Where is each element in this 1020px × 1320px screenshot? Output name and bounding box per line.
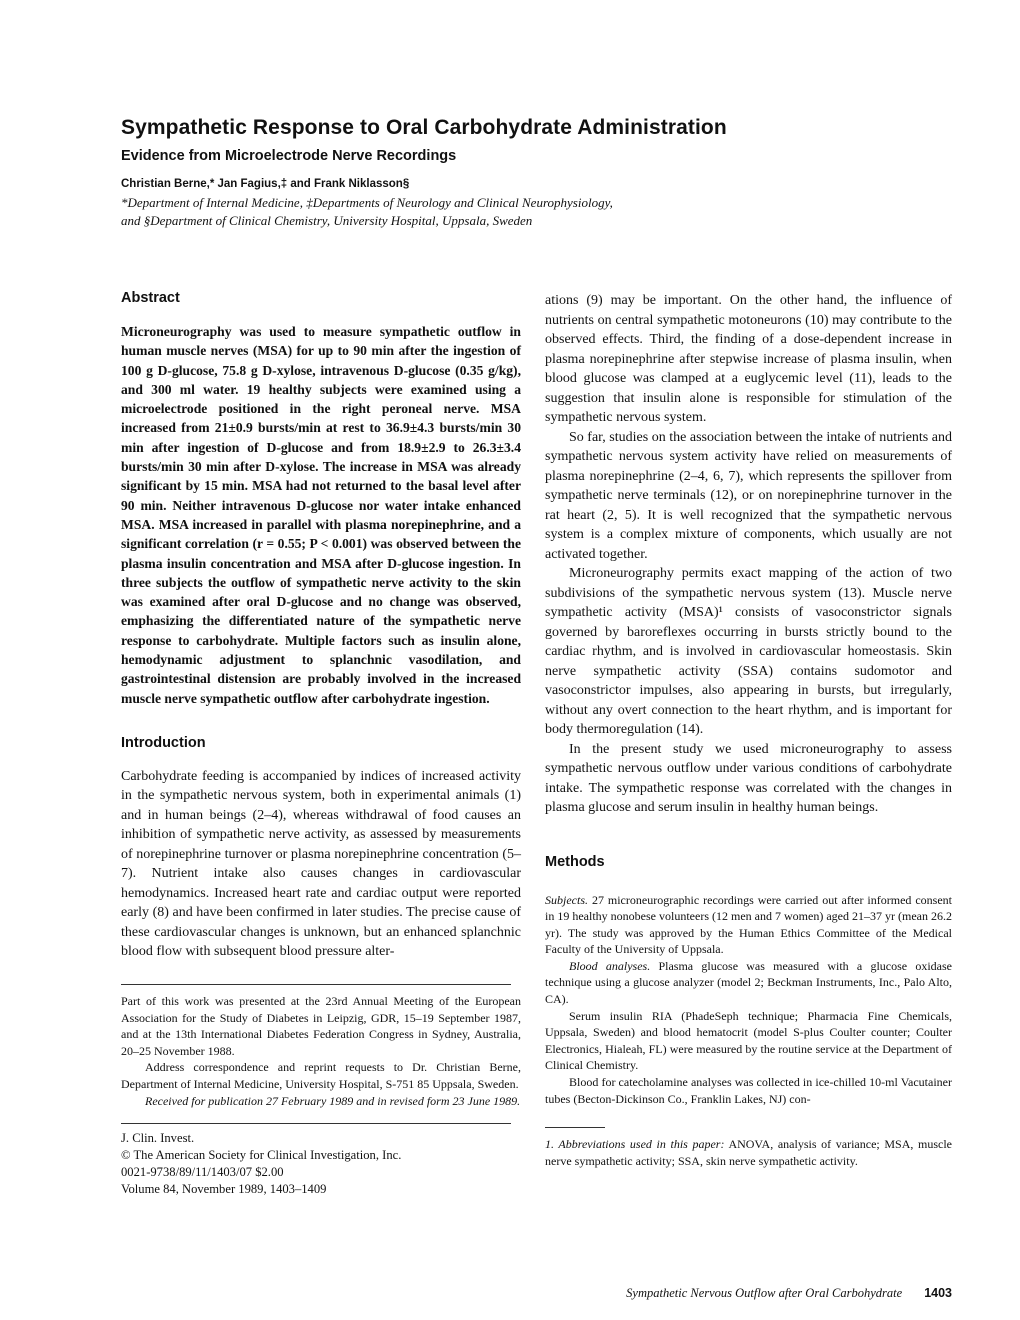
methods-heading: Methods bbox=[545, 853, 605, 870]
abstract-text: Microneurography was used to measure sympathetic outflow in human muscle nerves (MSA) for up to 90 min after the ingestion of 100 g D-glucose, 75.8 g D-xylose, intravenous D-glucose (0.35 g/kg), and 300 ml water. 19 healthy subjects were examined using a microelectrode positioned in the right peroneal nerve. MSA increased from 21±0.9 bursts/min at rest to 36.9±4.3 bursts/min 30 min after ingestion of D-glucose and from 18.9±2.9 to 26.3±3.4 bursts/min 30 min after D-xylose. The increase in MSA was already significant by 15 min. MSA had not returned to the basal level after 90 min. Neither intravenous D-glucose nor water intake enhanced MSA. MSA increased in parallel with plasma norepinephrine, and a significant correlation (r = 0.55; P < 0.001) was observed between the plasma insulin concentration and MSA after D-glucose ingestion. In three subjects the outflow of sympathetic nerve activity to the skin was examined after oral D-glucose and no change was observed, emphasizing the differentiated nature of the sympathetic nerve response to carbohydrate. Multiple factors such as insulin alone, hemodynamic adjustment to splanchnic vasodilation, and gastrointestinal distension are probably involved in the increased muscle nerve sympathetic outflow after carbohydrate ingestion. bbox=[121, 324, 521, 706]
author-list: Christian Berne,* Jan Fagius,‡ and Frank Niklasson§ bbox=[121, 178, 410, 190]
methods-serum: Serum insulin RIA (PhadeSeph technique; Pharmacia Fine Chemicals, Uppsala, Sweden) and blood hematocrit (model S-plus Coulter counter; Coulter Electronics, Hialeah, FL) were measured by the routine service at the Department of Clinical Chemistry. bbox=[545, 1008, 952, 1073]
footnote-abbreviations bbox=[545, 1136, 952, 1169]
body-paragraph: In the present study we used microneurography to assess sympathetic nervous outflow under various conditions of carbohydrate intake. The sympathetic response was correlated with the changes in plasma glucose and serum insulin in healthy human beings. bbox=[545, 741, 952, 815]
body-paragraph: So far, studies on the association between the intake of nutrients and sympathetic nervous system activity have relied on measurements of plasma norepinephrine (2–4, 6, 7), which represents the spillover from sympathetic nerve terminals (12), or on norepinephrine turnover in the rat heart (2, 5). It is well recognized that the sympathetic nervous system is a complex mixture of components, which usually are not activated together. bbox=[545, 429, 952, 562]
blood-text: Plasma glucose was measured with a glucose oxidase technique using a glucose analyzer (model 2; Beckman Instruments, Inc., Palo Alto, CA). bbox=[545, 958, 953, 1007]
affiliation-line: *Department of Internal Medicine, ‡Departments of Neurology and Clinical Neurophysiology, bbox=[121, 195, 613, 210]
issn-line: 0021-9738/89/11/1403/07 $2.00 bbox=[121, 1165, 284, 1180]
article-subtitle: Evidence from Microelectrode Nerve Recordings bbox=[121, 148, 457, 164]
methods-blood bbox=[545, 958, 952, 1008]
copyright-line: © The American Society for Clinical Investigation, Inc. bbox=[121, 1148, 402, 1163]
affiliation-line: and §Department of Clinical Chemistry, University Hospital, Uppsala, Sweden bbox=[121, 213, 533, 228]
running-title: Sympathetic Nervous Outflow after Oral Carbohydrate bbox=[626, 1286, 903, 1300]
blood-label: Blood analyses. bbox=[569, 958, 651, 973]
footnote-label: 1. Abbreviations used in this paper: bbox=[545, 1137, 725, 1152]
body-paragraph: ations (9) may be important. On the other hand, the influence of nutrients on central sympathetic motoneurons (10) may contribute to the observed effects. Third, the finding of a dose-dependent increase in plasma norepinephrine after stepwise increase of plasma insulin, when blood glucose was clamped at a euglycemic level (11), leads to the suggestion that insulin alone is responsible for stimulation of the sympathetic nervous system. bbox=[545, 293, 952, 425]
footnote-text: ANOVA, analysis of variance; MSA, muscle nerve sympathetic activity; SSA, skin nerve sympathetic activity. bbox=[545, 1137, 952, 1168]
methods-subjects bbox=[545, 892, 952, 958]
page-footer bbox=[545, 1286, 952, 1301]
abstract-heading: Abstract bbox=[121, 290, 180, 306]
footnote-meeting: Part of this work was presented at the 23rd Annual Meeting of the European Association for the Study of Diabetes in Leipzig, GDR, 15–19 September 1987, and at the 13th International Diabetes Federation Congress in Sydney, Australia, 20–25 November 1988. bbox=[121, 993, 521, 1058]
affiliations bbox=[121, 194, 941, 230]
subjects-text: 27 microneurographic recordings were carried out after informed consent in 19 healthy nonobese volunteers (12 men and 7 women) aged 21–37 yr (mean 26.2 yr). The study was approved by the Human Ethics Committee of the Medical Faculty of the University of Uppsala. bbox=[545, 892, 952, 957]
footnote-address: Address correspondence and reprint requests to Dr. Christian Berne, Department of Internal Medicine, University Hospital, S-751 85 Uppsala, Sweden. bbox=[121, 1060, 521, 1091]
footnote-received: Received for publication 27 February 1989 and in revised form 23 June 1989. bbox=[145, 1093, 521, 1108]
page-number: 1403 bbox=[924, 1286, 952, 1300]
left-column bbox=[121, 290, 521, 1198]
volume-line: Volume 84, November 1989, 1403–1409 bbox=[121, 1182, 327, 1197]
journal-info bbox=[121, 1130, 521, 1198]
subjects-label: Subjects. bbox=[545, 892, 588, 907]
introduction-heading: Introduction bbox=[121, 734, 206, 751]
journal-name: J. Clin. Invest. bbox=[121, 1131, 195, 1146]
introduction-text: Carbohydrate feeding is accompanied by indices of increased activity in the sympathetic nervous system, both in experimental animals (1) and in human beings (2–4), whereas withdrawal of food causes an inhibition of sympathetic nerve activity, as assessed by measurements of norepinephrine turnover or plasma norepinephrine concentration (5–7). Nutrient intake also causes changes in cardiovascular hemodynamics. Increased heart rate and cardiac output were reported early (8) and have been confirmed in later studies. The precise cause of these cardiovascular changes is unknown, but an enhanced splanchnic blood flow with subsequent blood pressure alter- bbox=[121, 768, 521, 960]
body-paragraph: Microneurography permits exact mapping of the action of two subdivisions of the sympathetic nervous system (13). Muscle nerve sympathetic activity (MSA)¹ consists of vasoconstrictor signals governed by baroreflexes occurring in bursts strictly bound to the cardiac rhythm, and is involved in cardiovascular homeostasis. Skin nerve sympathetic activity (SSA) contains sudomotor and vasoconstrictor impulses, also appearing in bursts, but irregularly, without any overt connection to the heart rhythm, and is important for body thermoregulation (14). bbox=[545, 566, 952, 737]
right-column bbox=[545, 291, 952, 1169]
methods-catecholamine: Blood for catecholamine analyses was collected in ice-chilled 10-ml Vacutainer tubes (Becton-Dickinson Co., Franklin Lakes, NJ) con- bbox=[545, 1075, 952, 1106]
article-title: Sympathetic Response to Oral Carbohydrate Administration bbox=[121, 116, 727, 139]
